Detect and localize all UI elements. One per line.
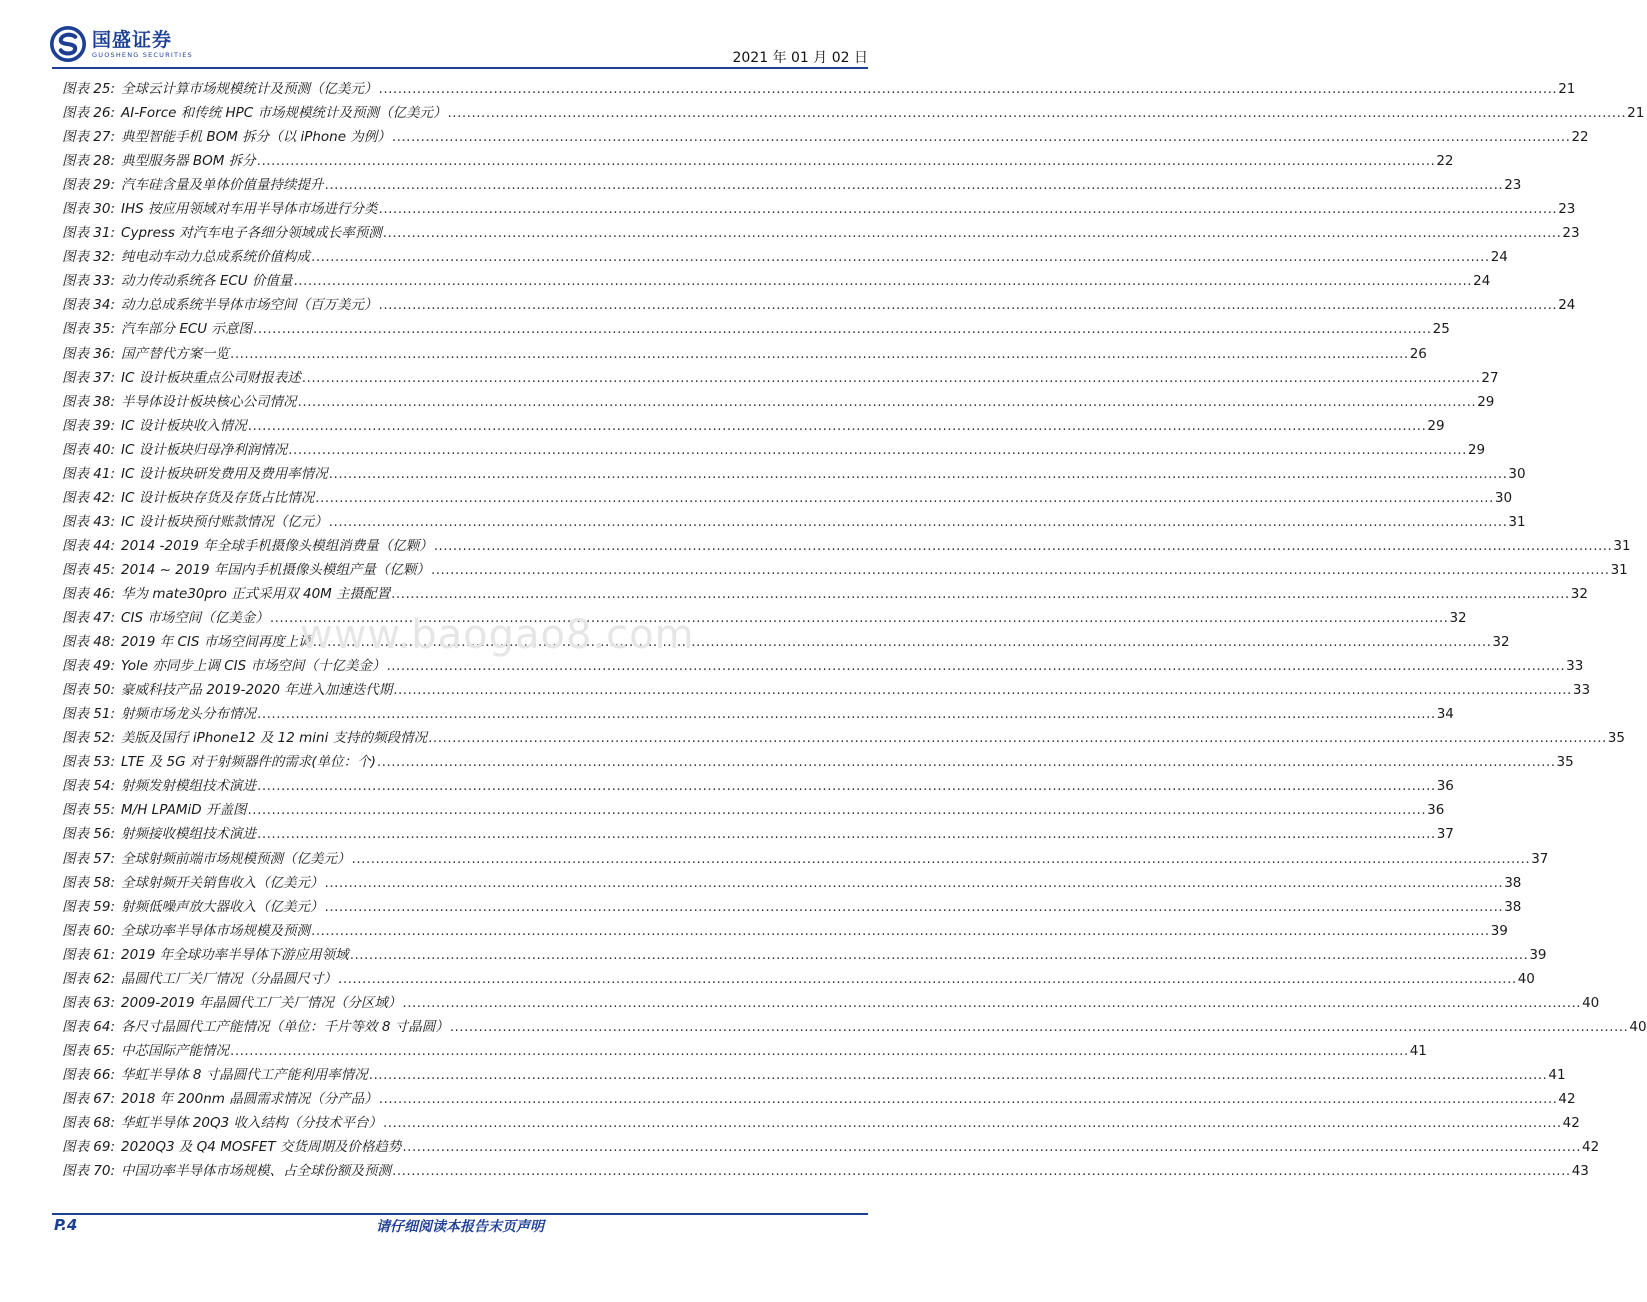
toc-entry-page: 30 <box>1508 465 1526 482</box>
toc-entry-title: Cypress 对汽车电子各细分领域成长率预测 <box>121 225 382 242</box>
toc-entry-label: 图表 48: <box>62 634 116 651</box>
toc-entry[interactable] <box>62 342 1427 366</box>
toc-entry-title: 华虹半导体 8 寸晶圆代工产能利用率情况 <box>121 1066 368 1083</box>
toc-entry-label: 图表 55: <box>62 802 116 819</box>
toc-entry-title: 2014 ~ 2019 年国内手机摄像头模组产量（亿颗） <box>121 561 430 578</box>
toc-entry-page: 22 <box>1571 129 1589 146</box>
toc-entry-title: IC 设计板块归母净利润情况 <box>121 441 288 458</box>
toc-entry-title: 中国功率半导体市场规模、占全球份额及预测 <box>121 1163 392 1180</box>
toc-entry-label: 图表 63: <box>62 994 116 1011</box>
toc-entry-leader <box>329 510 1508 534</box>
toc-entry-label: 图表 58: <box>62 874 116 891</box>
toc-entry-leader <box>392 125 1571 149</box>
toc-entry-page: 38 <box>1504 874 1522 891</box>
toc-entry-leader <box>257 822 1436 846</box>
toc-entry-label: 图表 31: <box>62 225 116 242</box>
toc-entry-title: 国产替代方案一览 <box>121 345 230 362</box>
toc-entry[interactable] <box>62 77 1576 101</box>
toc-entry-leader <box>230 342 1409 366</box>
toc-entry-title: 2019 年全球功率半导体下游应用领域 <box>121 946 349 963</box>
toc-entry-title: IC 设计板块存货及存货占比情况 <box>121 489 315 506</box>
toc-entry-leader <box>392 1159 1571 1183</box>
toc-entry-label: 图表 65: <box>62 1042 116 1059</box>
toc-entry-leader <box>257 149 1436 173</box>
toc-entry[interactable] <box>62 1111 1580 1135</box>
toc-entry-label: 图表 32: <box>62 249 116 266</box>
toc-entry-leader <box>313 630 1492 654</box>
toc-entry-page: 42 <box>1562 1115 1580 1132</box>
toc-entry-leader <box>325 871 1504 895</box>
toc-entry-page: 31 <box>1613 537 1631 554</box>
toc-entry-leader <box>350 943 1529 967</box>
guosheng-logo-icon <box>50 26 86 62</box>
toc-entry-leader <box>298 390 1477 414</box>
toc-entry-page: 33 <box>1566 658 1584 675</box>
toc-entry-title: IHS 按应用领域对车用半导体市场进行分类 <box>121 201 378 218</box>
toc-entry-page: 36 <box>1427 802 1445 819</box>
toc-entry-leader <box>431 558 1610 582</box>
toc-entry-title: 中芯国际产能情况 <box>121 1042 230 1059</box>
toc-entry-title: 2018 年 200nm 晶圆需求情况（分产品） <box>121 1090 378 1107</box>
toc-entry-label: 图表 69: <box>62 1139 116 1156</box>
toc-entry-label: 图表 66: <box>62 1066 116 1083</box>
company-name-cn: 国盛证券 <box>92 28 173 51</box>
toc-entry[interactable] <box>62 390 1495 414</box>
toc-entry-page: 23 <box>1504 177 1522 194</box>
toc-entry[interactable] <box>62 125 1589 149</box>
toc-entry-leader <box>257 774 1436 798</box>
toc-entry-leader <box>338 967 1517 991</box>
toc-entry-page: 31 <box>1508 513 1526 530</box>
toc-entry-title: 全球功率半导体市场规模及预测 <box>121 922 311 939</box>
toc-entry-leader <box>293 269 1472 293</box>
toc-entry-page: 41 <box>1548 1066 1566 1083</box>
toc-entry-leader <box>270 606 1449 630</box>
toc-entry[interactable] <box>62 991 1600 1015</box>
toc-entry-label: 图表 60: <box>62 922 116 939</box>
toc-entry-leader <box>311 245 1490 269</box>
toc-entry-label: 图表 61: <box>62 946 116 963</box>
toc-entry-label: 图表 43: <box>62 513 116 530</box>
toc-entry-title: IC 设计板块收入情况 <box>121 417 247 434</box>
toc-entry[interactable] <box>62 245 1508 269</box>
toc-entry-title: 2014 -2019 年全球手机摄像头模组消费量（亿颗） <box>121 537 433 554</box>
toc-entry-label: 图表 52: <box>62 730 116 747</box>
toc-entry-label: 图表 64: <box>62 1018 116 1035</box>
toc-entry[interactable] <box>62 1087 1576 1111</box>
toc-entry[interactable] <box>62 678 1591 702</box>
toc-entry-page: 37 <box>1436 826 1454 843</box>
watermark: www.baogao8.com <box>300 612 695 658</box>
toc-entry-title: 2009-2019 年晶圆代工厂关厂情况（分区域） <box>121 994 402 1011</box>
toc-entry-page: 33 <box>1572 682 1591 699</box>
toc-entry[interactable] <box>62 919 1508 943</box>
company-name-en: GUOSHENG SECURITIES <box>92 50 193 59</box>
company-logo <box>50 22 193 66</box>
toc-entry-leader <box>257 702 1436 726</box>
toc-entry-page: 42 <box>1558 1090 1576 1107</box>
toc-entry-title: AI-Force 和传统 HPC 市场规模统计及预测（亿美元） <box>121 105 447 122</box>
toc-entry-title: 华为 mate30pro 正式采用双 40M 主摄配置 <box>121 585 391 602</box>
toc-entry-page: 43 <box>1571 1163 1589 1180</box>
toc-entry-page: 21 <box>1627 105 1645 122</box>
toc-entry[interactable] <box>62 221 1580 245</box>
toc-entry[interactable] <box>62 943 1547 967</box>
toc-entry-leader <box>325 895 1504 919</box>
toc-entry-page: 24 <box>1490 249 1508 266</box>
toc-entry-title: 动力总成系统半导体市场空间（百万美元） <box>121 297 378 314</box>
toc-entry-leader <box>402 991 1581 1015</box>
toc-entry[interactable] <box>62 558 1628 582</box>
footer-divider <box>52 1213 868 1215</box>
toc-entry-leader <box>315 486 1494 510</box>
toc-entry[interactable] <box>62 750 1574 774</box>
toc-entry-page: 39 <box>1529 946 1547 963</box>
toc-entry-leader <box>311 919 1490 943</box>
toc-entry[interactable] <box>62 293 1576 317</box>
toc-entry-page: 41 <box>1409 1042 1427 1059</box>
toc-entry[interactable] <box>62 197 1576 221</box>
toc-entry-page: 40 <box>1629 1018 1647 1035</box>
toc-entry[interactable] <box>62 774 1454 798</box>
toc-entry-page: 37 <box>1531 850 1549 867</box>
toc-entry[interactable] <box>62 173 1522 197</box>
toc-entry-title: 美版及国行 iPhone12 及 12 mini 支持的频段情况 <box>121 730 428 747</box>
toc-entry-label: 图表 28: <box>62 153 116 170</box>
toc-entry[interactable] <box>62 1039 1427 1063</box>
toc-entry-page: 32 <box>1570 585 1588 602</box>
toc-entry-leader <box>329 462 1508 486</box>
toc-entry[interactable] <box>62 510 1526 534</box>
toc-entry-leader <box>247 798 1426 822</box>
toc-entry-leader <box>302 366 1481 390</box>
toc-entry-title: 射频接收模组技术演进 <box>121 826 257 843</box>
toc-entry-title: 2019 年 CIS 市场空间再度上调 <box>121 634 312 651</box>
toc-entry-leader <box>391 582 1570 606</box>
toc-entry-leader <box>448 101 1627 125</box>
toc-entry-leader <box>230 1039 1409 1063</box>
toc-entry-label: 图表 50: <box>62 682 116 699</box>
toc-entry-title: 华虹半导体 20Q3 收入结构（分技术平台） <box>121 1115 383 1132</box>
toc-entry-page: 29 <box>1467 441 1486 458</box>
toc-entry[interactable] <box>62 822 1454 846</box>
toc-entry-title: Yole 亦同步上调 CIS 市场空间（十亿美金） <box>121 658 386 675</box>
toc-entry-label: 图表 30: <box>62 201 116 218</box>
report-date: 2021 年 01 月 02 日 <box>732 50 868 66</box>
toc-entry[interactable] <box>62 847 1549 871</box>
toc-entry-page: 24 <box>1558 297 1576 314</box>
toc-entry-title: 全球射频开关销售收入（亿美元） <box>121 874 324 891</box>
toc-entry-page: 35 <box>1607 730 1625 747</box>
toc-entry[interactable] <box>62 630 1510 654</box>
toc-entry-page: 42 <box>1582 1139 1600 1156</box>
toc-entry[interactable] <box>62 101 1645 125</box>
toc-entry-page: 36 <box>1436 778 1454 795</box>
footer-disclaimer: 请仔细阅读本报告末页声明 <box>376 1219 544 1235</box>
toc-entry-page: 30 <box>1494 489 1513 506</box>
toc-entry-title: IC 设计板块重点公司财报表述 <box>121 369 301 386</box>
toc-entry-title: CIS 市场空间（亿美金） <box>121 610 269 627</box>
toc-entry-label: 图表 34: <box>62 297 116 314</box>
toc-entry-title: 纯电动车动力总成系统价值构成 <box>121 249 311 266</box>
toc-entry-leader <box>352 847 1531 871</box>
toc-entry-leader <box>379 77 1558 101</box>
toc-entry-leader <box>402 1135 1581 1159</box>
toc-entry-leader <box>379 1087 1558 1111</box>
toc-entry-page: 35 <box>1556 754 1574 771</box>
toc-entry-label: 图表 62: <box>62 970 116 987</box>
toc-entry[interactable] <box>62 1159 1589 1183</box>
toc-entry-leader <box>383 1111 1562 1135</box>
toc-entry-page: 25 <box>1432 321 1450 338</box>
toc-entry[interactable] <box>62 414 1445 438</box>
toc-entry[interactable] <box>62 726 1625 750</box>
toc-entry-leader <box>434 534 1613 558</box>
toc-entry-title: M/H LPAMiD 开盖图 <box>121 802 247 819</box>
toc-entry-title: IC 设计板块预付账款情况（亿元） <box>121 513 328 530</box>
toc-entry-page: 24 <box>1473 273 1491 290</box>
toc-entry-label: 图表 59: <box>62 898 116 915</box>
toc-entry-leader <box>248 414 1427 438</box>
toc-entry-page: 40 <box>1582 994 1600 1011</box>
toc-entry-page: 34 <box>1436 706 1454 723</box>
toc-entry-label: 图表 46: <box>62 585 116 602</box>
toc-entry-label: 图表 29: <box>62 177 116 194</box>
toc-entry-page: 22 <box>1436 153 1454 170</box>
toc-entry[interactable] <box>62 582 1588 606</box>
toc-entry-page: 32 <box>1492 634 1510 651</box>
toc-entry-title: IC 设计板块研发费用及费用率情况 <box>121 465 328 482</box>
toc-entry-page: 21 <box>1558 81 1576 97</box>
toc-entry-leader <box>325 173 1504 197</box>
toc-entry-title: 动力传动系统各 ECU 价值量 <box>121 273 293 290</box>
toc-entry-label: 图表 68: <box>62 1115 116 1132</box>
toc-entry[interactable] <box>62 438 1486 462</box>
toc-entry-label: 图表 47: <box>62 610 116 627</box>
page-number: P.4 <box>54 1216 78 1234</box>
toc-entry-label: 图表 45: <box>62 561 116 578</box>
toc-entry-label: 图表 37: <box>62 369 116 386</box>
toc-entry[interactable] <box>62 654 1584 678</box>
toc-entry-label: 图表 57: <box>62 850 116 867</box>
toc-entry-title: 全球射频前端市场规模预测（亿美元） <box>121 850 351 867</box>
toc-entry-leader <box>379 197 1558 221</box>
toc-entry-title: 2020Q3 及 Q4 MOSFET 交货周期及价格趋势 <box>121 1139 402 1156</box>
toc-entry-title: 射频低噪声放大器收入（亿美元） <box>121 898 324 915</box>
toc-entry-leader <box>386 654 1565 678</box>
toc-entry-label: 图表 56: <box>62 826 116 843</box>
toc-entry[interactable] <box>62 317 1450 341</box>
toc-entry-label: 图表 38: <box>62 393 116 410</box>
toc-entry-leader <box>288 438 1467 462</box>
toc-entry-page: 38 <box>1504 898 1522 915</box>
toc-entry-title: 半导体设计板块核心公司情况 <box>121 393 297 410</box>
toc-entry[interactable] <box>62 1015 1647 1039</box>
toc-entry-label: 图表 54: <box>62 778 116 795</box>
toc-entry-title: 汽车部分 ECU 示意图 <box>121 321 252 338</box>
toc-entry-label: 图表 33: <box>62 273 116 290</box>
toc-entry[interactable] <box>62 149 1454 173</box>
toc-entry-label: 图表 70: <box>62 1163 116 1180</box>
toc-entry-page: 27 <box>1481 369 1499 386</box>
toc-entry-label: 图表 41: <box>62 465 116 482</box>
toc-entry-label: 图表 39: <box>62 417 116 434</box>
toc-entry-label: 图表 36: <box>62 345 116 362</box>
toc-entry-leader <box>428 726 1607 750</box>
toc-entry-leader <box>369 1063 1548 1087</box>
toc-entry[interactable] <box>62 1063 1566 1087</box>
toc-entry-leader <box>393 678 1572 702</box>
figure-index-list <box>62 77 1647 1183</box>
toc-entry-page: 29 <box>1427 417 1445 434</box>
toc-entry-label: 图表 26: <box>62 105 116 122</box>
toc-entry-page: 31 <box>1610 561 1628 578</box>
toc-entry-title: 晶圆代工厂关厂情况（分晶圆尺寸） <box>121 970 338 987</box>
toc-entry[interactable] <box>62 871 1522 895</box>
toc-entry[interactable] <box>62 1135 1600 1159</box>
toc-entry[interactable] <box>62 967 1535 991</box>
toc-entry[interactable] <box>62 606 1467 630</box>
toc-entry-title: 汽车硅含量及单体价值量持续提升 <box>121 177 324 194</box>
toc-entry-leader <box>377 750 1556 774</box>
toc-entry-page: 29 <box>1477 393 1495 410</box>
toc-entry-page: 40 <box>1517 970 1535 987</box>
toc-entry-leader <box>450 1015 1629 1039</box>
toc-entry-page: 23 <box>1558 201 1576 218</box>
toc-entry-label: 图表 35: <box>62 321 116 338</box>
toc-entry-label: 图表 42: <box>62 489 116 506</box>
toc-entry-label: 图表 44: <box>62 537 116 554</box>
toc-entry-label: 图表 40: <box>62 441 116 458</box>
toc-entry-page: 32 <box>1449 610 1467 627</box>
toc-entry-leader <box>379 293 1558 317</box>
toc-entry-title: 各尺寸晶圆代工产能情况（单位：千片等效 8 寸晶圆） <box>121 1018 449 1035</box>
toc-entry-title: 豪威科技产品 2019-2020 年进入加速迭代期 <box>121 682 393 699</box>
toc-entry-page: 26 <box>1409 345 1427 362</box>
toc-entry-title: 典型智能手机 BOM 拆分（以 iPhone 为例） <box>121 129 391 146</box>
toc-entry-label: 图表 27: <box>62 129 116 146</box>
toc-entry-title: LTE 及 5G 对于射频器件的需求(单位：个) <box>121 754 376 771</box>
toc-entry-label: 图表 53: <box>62 754 116 771</box>
toc-entry[interactable] <box>62 269 1491 293</box>
toc-entry-title: 射频市场龙头分布情况 <box>121 706 257 723</box>
toc-entry-title: 全球云计算市场规模统计及预测（亿美元） <box>121 81 378 97</box>
toc-entry[interactable] <box>62 534 1631 558</box>
toc-entry-page: 23 <box>1562 225 1580 242</box>
toc-entry-title: 典型服务器 BOM 拆分 <box>121 153 256 170</box>
toc-entry-label: 图表 49: <box>62 658 116 675</box>
toc-entry-label: 图表 51: <box>62 706 116 723</box>
toc-entry[interactable] <box>62 895 1522 919</box>
toc-entry-label: 图表 25: <box>62 81 116 97</box>
toc-entry[interactable] <box>62 462 1526 486</box>
toc-entry[interactable] <box>62 702 1454 726</box>
toc-entry-label: 图表 67: <box>62 1090 116 1107</box>
toc-entry-leader <box>383 221 1562 245</box>
toc-entry-page: 39 <box>1490 922 1508 939</box>
toc-entry[interactable] <box>62 486 1513 510</box>
toc-entry-title: 射频发射模组技术演进 <box>121 778 257 795</box>
header-divider <box>52 67 868 69</box>
toc-entry[interactable] <box>62 798 1445 822</box>
toc-entry-leader <box>253 317 1432 341</box>
toc-entry[interactable] <box>62 366 1499 390</box>
